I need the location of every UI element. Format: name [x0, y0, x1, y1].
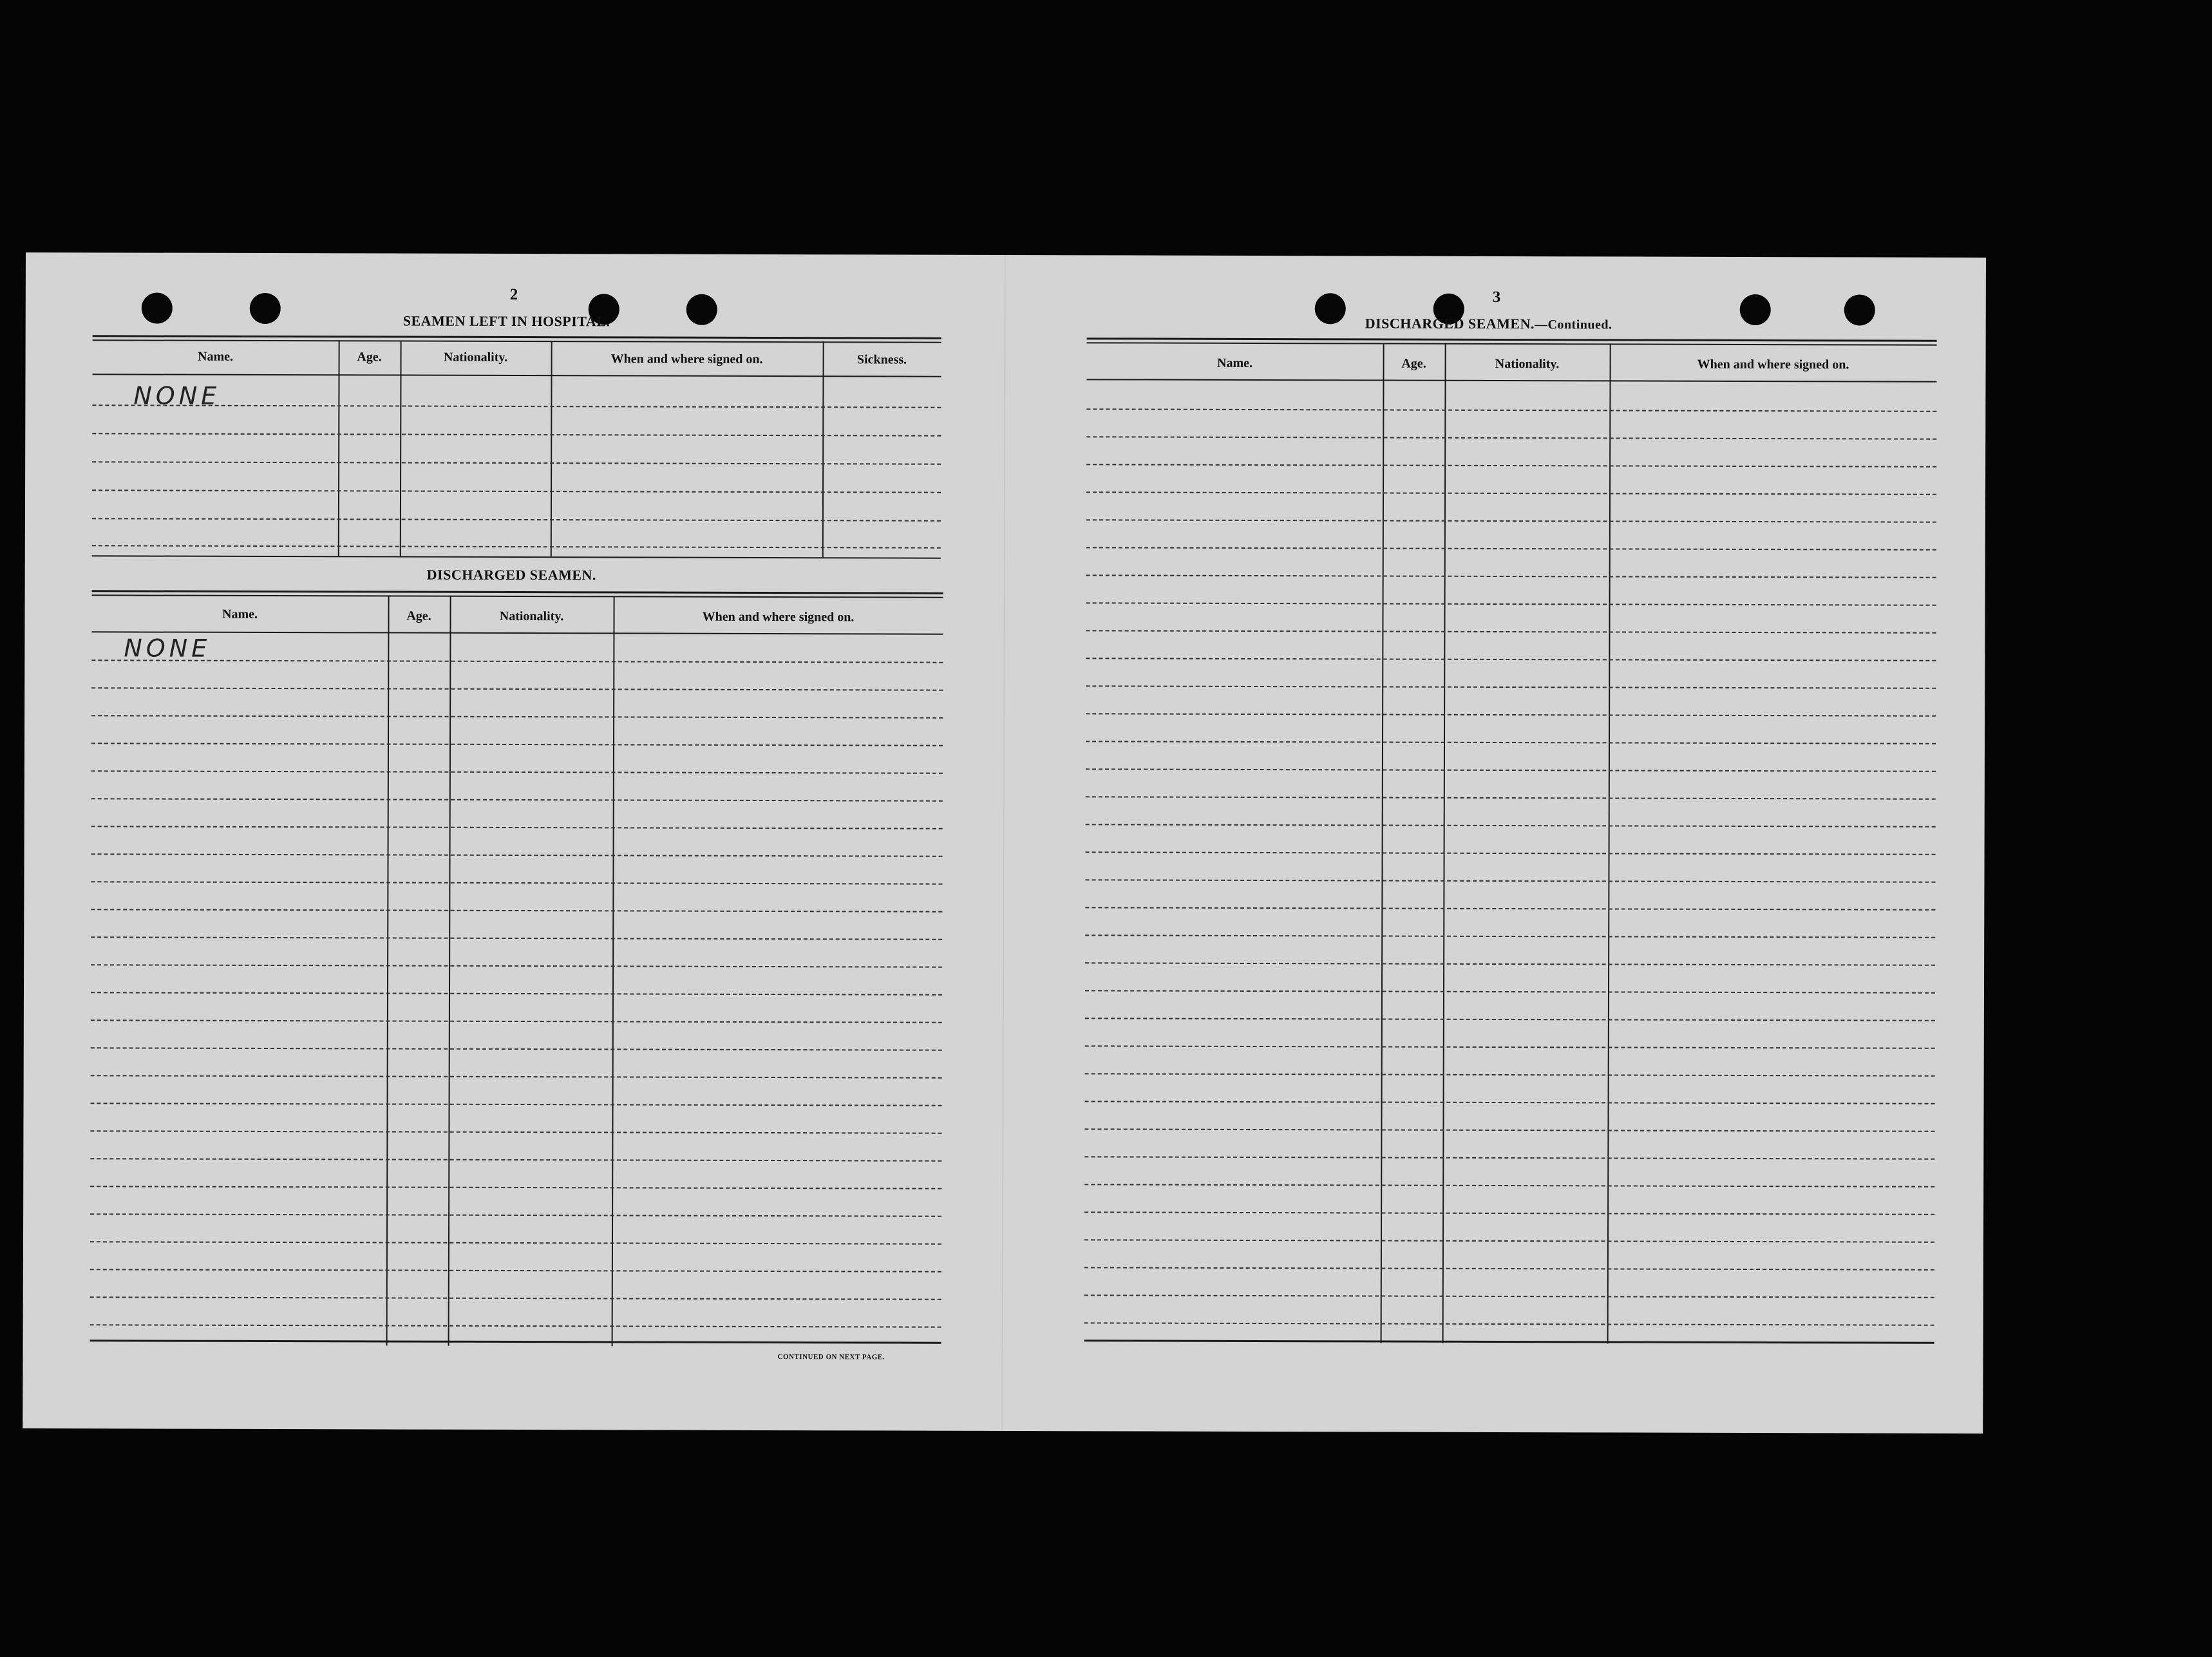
discharged-table — [90, 590, 943, 1347]
punch-hole — [686, 294, 717, 325]
col-header-name: Name. — [222, 607, 258, 621]
punch-hole — [1315, 293, 1346, 324]
right-section-title — [1365, 315, 1612, 332]
col-header-sickness: Sickness. — [856, 352, 907, 367]
right-page — [1001, 255, 1986, 1434]
discharged-section-title: DISCHARGED SEAMEN. — [426, 566, 596, 583]
hospital-section-title: SEAMEN LEFT IN HOSPITAL. — [402, 312, 610, 330]
col-header-nationality: Nationality. — [499, 609, 564, 624]
col-header-signed-on: When and where signed on. — [610, 352, 763, 366]
handwritten-entry: NONE — [133, 381, 221, 410]
punch-hole — [1844, 294, 1875, 325]
continued-footnote: CONTINUED ON NEXT PAGE. — [777, 1353, 885, 1361]
left-page — [23, 252, 1005, 1431]
header-rule — [93, 374, 941, 377]
section-title-suffix: —Continued. — [1534, 317, 1612, 332]
header-rule — [1086, 379, 1936, 382]
handwritten-entry: NONE — [124, 634, 211, 663]
ledger-sheet — [23, 252, 1986, 1434]
col-header-signed-on: When and where signed on. — [1697, 357, 1849, 372]
page-number: 3 — [1492, 288, 1501, 306]
col-header-name: Name. — [1217, 355, 1253, 370]
col-header-nationality: Nationality. — [1495, 356, 1560, 372]
punch-hole — [1740, 294, 1771, 325]
col-header-age: Age. — [406, 609, 431, 623]
col-header-age: Age. — [1401, 356, 1426, 371]
hospital-table — [92, 335, 941, 557]
discharged-continued-table — [1084, 337, 1937, 1344]
section-title-text: DISCHARGED SEAMEN. — [1365, 315, 1535, 332]
col-header-name: Name. — [198, 349, 234, 364]
page-number: 2 — [509, 285, 518, 304]
col-header-signed-on: When and where signed on. — [702, 609, 855, 625]
header-rule — [91, 631, 943, 634]
col-header-nationality: Nationality. — [443, 350, 508, 365]
punch-hole — [142, 292, 173, 323]
punch-hole — [250, 293, 281, 324]
col-header-age: Age. — [357, 350, 382, 365]
